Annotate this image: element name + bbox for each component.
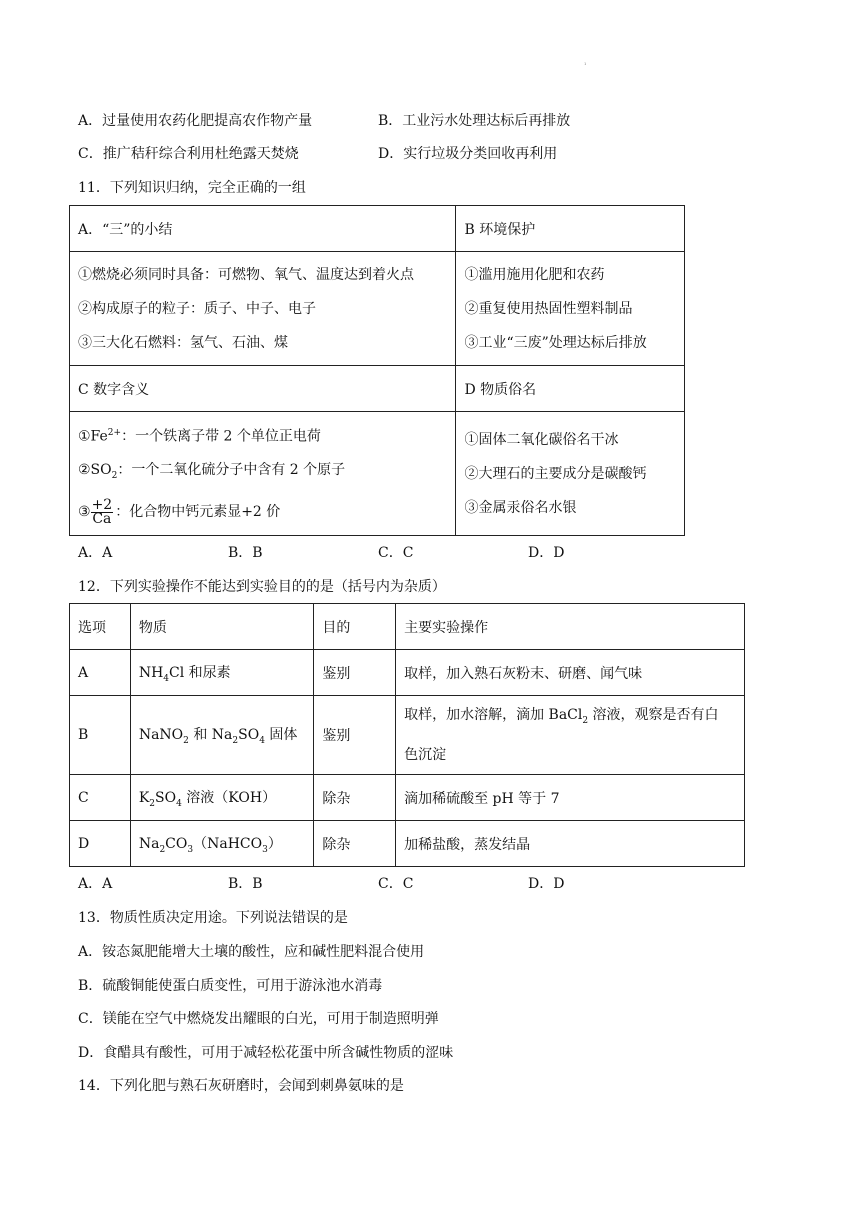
table-row [70, 821, 745, 867]
q12-stem: 12．下列实验操作不能达到实验目的的是（括号内为杂质） [78, 579, 446, 595]
q12-row-a-purpose: 鉴别 [314, 650, 396, 696]
q12-row-b-operation: 取样，加水溶解，滴加 BaCl$_2$ 溶液，观察是否有白 色沉淀 [396, 696, 745, 775]
q12-option-c[interactable]: C．C [378, 876, 414, 892]
q10-option-d: D．实行垃圾分类回收再利用 [378, 146, 558, 162]
q11-knowledge-table [69, 205, 685, 536]
table-row [70, 775, 745, 821]
q11-box-c-item-1: $①Fe^{2+}$：一个铁离子带 2 个单位正电荷 [78, 427, 321, 445]
q11-stem: 11．下列知识归纳，完全正确的一组 [78, 180, 306, 196]
q12-experiment-table [69, 603, 745, 867]
q10-option-c: C．推广秸秆综合利用杜绝露天焚烧 [78, 146, 299, 162]
q13-stem: 13．物质性质决定用途。下列说法错误的是 [78, 910, 348, 926]
q11-box-a-items [70, 252, 456, 366]
q11-box-d-item-2: ②大理石的主要成分是碳酸钙 [464, 465, 647, 482]
q11-option-a[interactable]: A．A [78, 545, 113, 561]
q12-row-c-substance: $K_2SO_4$ 溶液（KOH） [130, 775, 314, 821]
q11-box-c-item-3: ③ $\frac{+2}{Ca}$ ：化合物中钙元素显+2 价 [78, 496, 281, 527]
q12-row-b-substance: NaNO$_2$ 和 $Na_2SO_4$ 固体 [130, 696, 314, 775]
q10-option-b: B．工业污水处理达标后再排放 [378, 113, 571, 129]
q12-row-c-option: C [70, 775, 131, 821]
q11-box-d-items [456, 412, 685, 536]
q11-box-c-title: C 数字含义 [70, 366, 456, 412]
q12-header-operation: 主要实验操作 [396, 604, 745, 650]
q11-option-b[interactable]: B．B [228, 545, 263, 561]
q12-row-a-substance: $NH_4Cl$ 和尿素 [130, 650, 314, 696]
table-row [70, 650, 745, 696]
q12-header-purpose: 目的 [314, 604, 396, 650]
q11-box-c-items [70, 412, 456, 536]
q11-box-b-item-2: ②重复使用热固性塑料制品 [464, 300, 633, 317]
q11-box-a-item-3: ③三大化石燃料：氢气、石油、煤 [78, 334, 288, 351]
q12-row-c-operation: 滴加稀硫酸至 pH 等于 7 [396, 775, 745, 821]
q12-header-substance: 物质 [130, 604, 314, 650]
q12-row-d-option: D [70, 821, 131, 867]
q11-box-a-item-2: ②构成原子的粒子：质子、中子、电子 [78, 300, 316, 317]
q12-row-d-substance: $Na_2CO_3(NaHCO_3)$ [130, 821, 314, 867]
q13-option-c[interactable]: C．镁能在空气中燃烧发出耀眼的白光，可用于制造照明弹 [78, 1011, 439, 1027]
q11-box-b-title: B 环境保护 [456, 206, 685, 252]
q12-header-option: 选项 [70, 604, 131, 650]
q11-option-d[interactable]: D．D [528, 545, 565, 561]
q12-row-c-purpose: 除杂 [314, 775, 396, 821]
q13-option-a[interactable]: A．铵态氮肥能增大土壤的酸性，应和碱性肥料混合使用 [78, 944, 425, 960]
q12-row-d-operation: 加稀盐酸，蒸发结晶 [396, 821, 745, 867]
table-row [70, 696, 745, 775]
q12-option-b[interactable]: B．B [228, 876, 263, 892]
q14-stem: 14．下列化肥与熟石灰研磨时，会闻到刺鼻氨味的是 [78, 1078, 404, 1094]
q11-box-a-item-1: ①燃烧必须同时具备：可燃物、氧气、温度达到着火点 [78, 266, 414, 283]
q11-box-b-item-1: ①滥用施用化肥和农药 [464, 266, 605, 283]
q11-option-c[interactable]: C．C [378, 545, 414, 561]
q11-box-a-title: A．“三”的小结 [70, 206, 456, 252]
q11-box-d-item-1: ①固体二氧化碳俗名干冰 [464, 431, 619, 448]
q12-row-b-purpose: 鉴别 [314, 696, 396, 775]
q11-box-b-item-3: ③工业“三废”处理达标后排放 [464, 334, 647, 351]
q12-row-a-option: A [70, 650, 131, 696]
q11-options [78, 543, 678, 563]
q12-options [78, 874, 678, 894]
q13-option-b[interactable]: B．硫酸铜能使蛋白质变性，可用于游泳池水消毒 [78, 978, 383, 994]
q11-box-d-item-3: ③金属汞俗名水银 [464, 499, 577, 516]
q10-option-a: A．过量使用农药化肥提高农作物产量 [78, 113, 313, 129]
q12-row-d-purpose: 除杂 [314, 821, 396, 867]
q12-option-d[interactable]: D．D [528, 876, 565, 892]
page-mark: ¹ [584, 62, 587, 69]
q11-box-c-item-2: $②SO_2$：一个二氧化硫分子中含有 2 个原子 [78, 462, 346, 482]
q12-row-b-option: B [70, 696, 131, 775]
q13-option-d[interactable]: D．食醋具有酸性，可用于减轻松花蛋中所含碱性物质的涩味 [78, 1045, 454, 1061]
q11-box-d-title: D 物质俗名 [456, 366, 685, 412]
calcium-valence-notation: $\frac{+2}{Ca}$ [91, 496, 113, 527]
q12-row-a-operation: 取样，加入熟石灰粉末、研磨、闻气味 [396, 650, 745, 696]
q11-box-b-items [456, 252, 685, 366]
q12-option-a[interactable]: A．A [78, 876, 113, 892]
